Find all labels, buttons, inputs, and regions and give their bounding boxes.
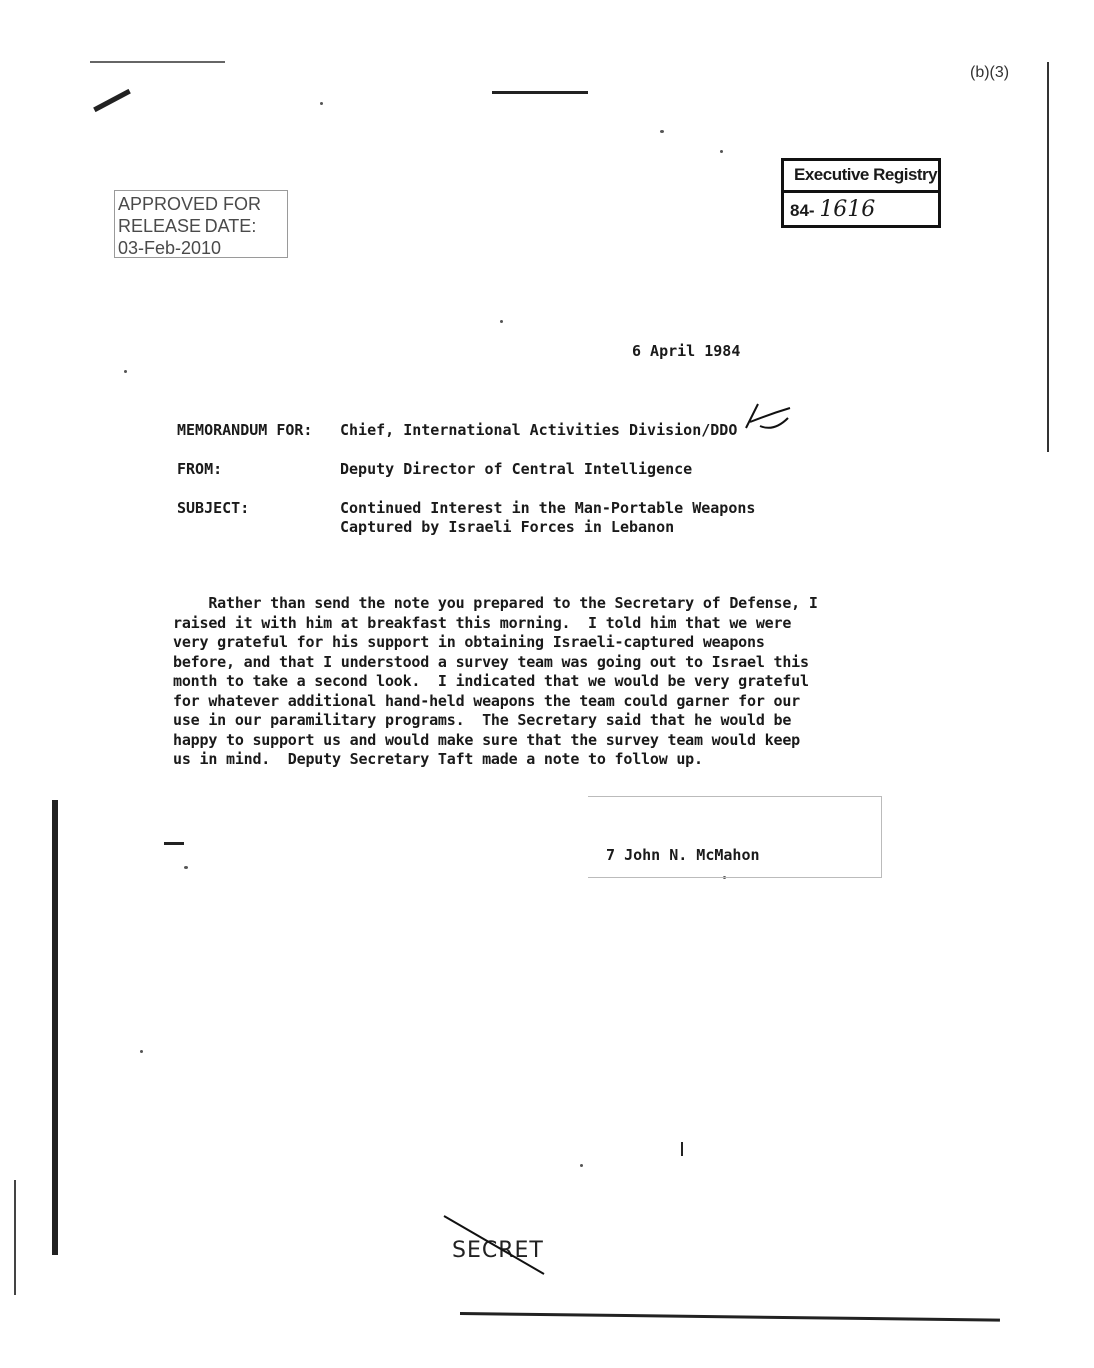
scan-speck bbox=[720, 150, 723, 153]
subject-line-2: Captured by Israeli Forces in Lebanon bbox=[340, 518, 675, 536]
scan-speck bbox=[320, 102, 323, 105]
scan-right-edge bbox=[1047, 62, 1049, 452]
exemption-code: (b)(3) bbox=[970, 64, 1010, 81]
scan-speck bbox=[660, 130, 664, 133]
from-value: Deputy Director of Central Intelligence bbox=[340, 460, 693, 478]
approved-line-2: RELEASE DATE: bbox=[118, 216, 257, 236]
memorandum-for-value: Chief, International Activities Division/DDO bbox=[340, 421, 738, 439]
signature-redaction-box bbox=[588, 796, 882, 878]
handwritten-check-mark-icon bbox=[740, 392, 804, 436]
scan-dash bbox=[164, 842, 184, 845]
classification-marking: SECRET bbox=[452, 1238, 544, 1263]
scan-top-line-left bbox=[90, 61, 225, 63]
signature-name: John N. McMahon bbox=[624, 846, 760, 864]
memo-body: Rather than send the note you prepared to the Secretary of Defense, I raised it with him at breakfast this morning. I told him that we were very grateful for his support in obtaining Israeli-captured weapons before, and that I understood a survey team was going out to Israel this month to take a second look. I indicated that we would be very grateful for whatever additional hand-held weapons the team could garner for our use in our paramilitary programs. The Secretary said that he would be happy to support us and would make sure that the survey team would keep us in mind. Deputy Secretary Taft made a note to follow up. bbox=[173, 594, 818, 768]
registry-number-printed: 84- bbox=[790, 201, 815, 220]
scan-speck bbox=[184, 866, 188, 869]
signature-block bbox=[606, 846, 760, 864]
registry-number bbox=[790, 197, 875, 222]
approved-line-3: 03-Feb-2010 bbox=[118, 238, 222, 258]
memorandum-for-label: MEMORANDUM FOR: bbox=[177, 421, 313, 439]
scan-speck bbox=[500, 320, 503, 323]
scan-left-edge-thin bbox=[14, 1180, 16, 1295]
approved-line-1: APPROVED FOR bbox=[118, 194, 262, 214]
subject-line-1: Continued Interest in the Man-Portable Weapons bbox=[340, 499, 756, 517]
approved-for-release-stamp bbox=[114, 190, 288, 258]
scan-speck bbox=[124, 370, 127, 373]
scan-top-line-mid bbox=[492, 91, 588, 94]
scan-left-edge bbox=[52, 800, 58, 1255]
scan-speck bbox=[140, 1050, 143, 1053]
scan-tick-mark bbox=[93, 89, 131, 112]
registry-title: Executive Registry bbox=[784, 161, 938, 193]
scan-small-bar bbox=[681, 1142, 683, 1156]
signature-mark: 7 bbox=[606, 846, 616, 864]
classification-strike-line bbox=[440, 1212, 552, 1278]
from-label: FROM: bbox=[177, 460, 223, 478]
scan-bottom-line bbox=[460, 1312, 1000, 1322]
scan-speck bbox=[580, 1164, 583, 1167]
memo-date: 6 April 1984 bbox=[632, 342, 741, 360]
subject-label: SUBJECT: bbox=[177, 499, 250, 517]
executive-registry-stamp bbox=[781, 158, 941, 228]
registry-number-handwritten: 1616 bbox=[819, 197, 876, 222]
